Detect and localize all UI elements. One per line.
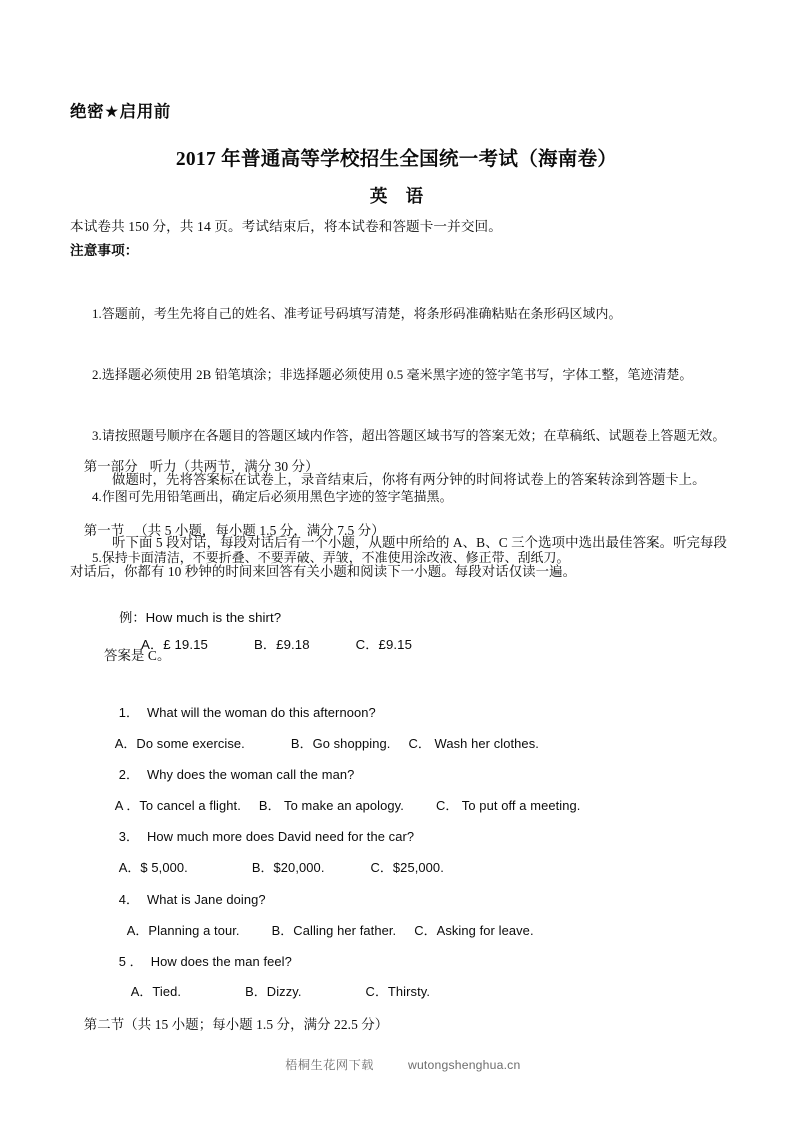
notice-item: 3.请按照题号顺序在各题目的答题区域内作答，超出答题区域书写的答案无效；在草稿纸、试题卷上答题无效。 [92, 429, 726, 444]
section-one-instruction: 听下面 5 段对话，每段对话后有一个小题，从题中所给的 A、B、C 三个选项中选出最佳答案。听完每段对话后，你都有 10 秒钟的时间来回答有关小题和阅读下一小题。每段对话仅读一遍。 [70, 535, 728, 579]
notice-item: 2.选择题必须使用 2B 铅笔填涂；非选择题必须使用 0.5 毫米黑字迹的签字笔书写，字体工整，笔迹清楚。 [92, 367, 693, 382]
part-one-label: 第一部分 [83, 459, 138, 475]
secrecy-notice: 绝密★启用前 [70, 103, 171, 121]
page-title: 2017 年普通高等学校招生全国统一考试（海南卷） [175, 149, 618, 170]
part-one-note: 做题时，先将答案标在试卷上，录音结束后，你将有两分钟的时间将试卷上的答案转涂到答题卡上。 [112, 472, 706, 487]
question-number: 1． [118, 705, 139, 721]
question-text: How does the man feel? [150, 954, 292, 970]
notice-heading: 注意事项： [70, 243, 139, 258]
example-question-text: How much is the shirt? [145, 609, 282, 625]
section-two-label: 第二节 [83, 1017, 125, 1033]
watermark-url: wutongshenghua.cn [407, 1058, 521, 1073]
question-number: 5 ． [118, 954, 143, 970]
option-c: C．Thirsty. [365, 984, 431, 1000]
option-a: A．Do some exercise. [114, 736, 245, 752]
question-text: What will the woman do this afternoon? [147, 705, 376, 721]
option-b: B．$20,000. [251, 860, 325, 876]
part-one-title: 听力（共两节，满分 30 分） [149, 459, 319, 475]
option-b: B． To make an apology. [258, 798, 404, 814]
option-c: C． To put off a meeting. [435, 798, 581, 814]
notice-item: 4.作图可先用铅笔画出，确定后必须用黑色字迹的签字笔描黑。 [92, 490, 453, 505]
option-b: B．Calling her father. [271, 923, 397, 939]
section-one-scoring: （共 5 小题，每小题 1.5 分，满分 7.5 分） [134, 523, 385, 539]
paper-meta-line: 本试卷共 150 分，共 14 页。考试结束后，将本试卷和答题卡一并交回。 [70, 219, 502, 234]
example-option-c: C．£9.15 [355, 636, 413, 652]
notice-item: 5.保持卡面清洁，不要折叠、不要弄破、弄皱，不准使用涂改液、修正带、刮纸刀。 [92, 551, 570, 566]
option-a: A ．To cancel a flight. [114, 798, 241, 814]
example-label: 例： [119, 609, 146, 625]
example-option-a: A．£ 19.15 [141, 636, 208, 652]
option-c: C．Asking for leave. [414, 923, 534, 939]
example-option-b: B．£9.18 [253, 636, 310, 652]
watermark-text: 梧桐生花网下载 [285, 1058, 374, 1073]
option-a: A．Planning a tour. [126, 923, 240, 939]
question-number: 2． [118, 767, 139, 783]
option-c: C． Wash her clothes. [408, 736, 539, 752]
footer-watermark [0, 1040, 793, 1092]
subject-title: 英 语 [369, 186, 431, 206]
option-a: A．Tied. [130, 984, 182, 1000]
question-number: 3． [118, 829, 139, 845]
example-answer: 答案是 C。 [104, 648, 171, 663]
notice-item: 1.答题前，考生先将自己的姓名、准考证号码填写清楚，将条形码准确粘贴在条形码区域内。 [92, 306, 622, 321]
option-c: C．$25,000. [370, 860, 444, 876]
question-text: What is Jane doing? [147, 892, 266, 908]
question-number: 4． [118, 892, 139, 908]
section-one-label: 第一节 [83, 523, 125, 539]
question-text: Why does the woman call the man? [147, 767, 355, 783]
option-a: A．$ 5,000. [118, 860, 188, 876]
section-two-scoring: （共 15 小题；每小题 1.5 分，满分 22.5 分） [124, 1017, 389, 1033]
question-text: How much more does David need for the car? [147, 829, 415, 845]
option-b: B．Dizzy. [245, 984, 302, 1000]
option-b: B．Go shopping. [290, 736, 391, 752]
